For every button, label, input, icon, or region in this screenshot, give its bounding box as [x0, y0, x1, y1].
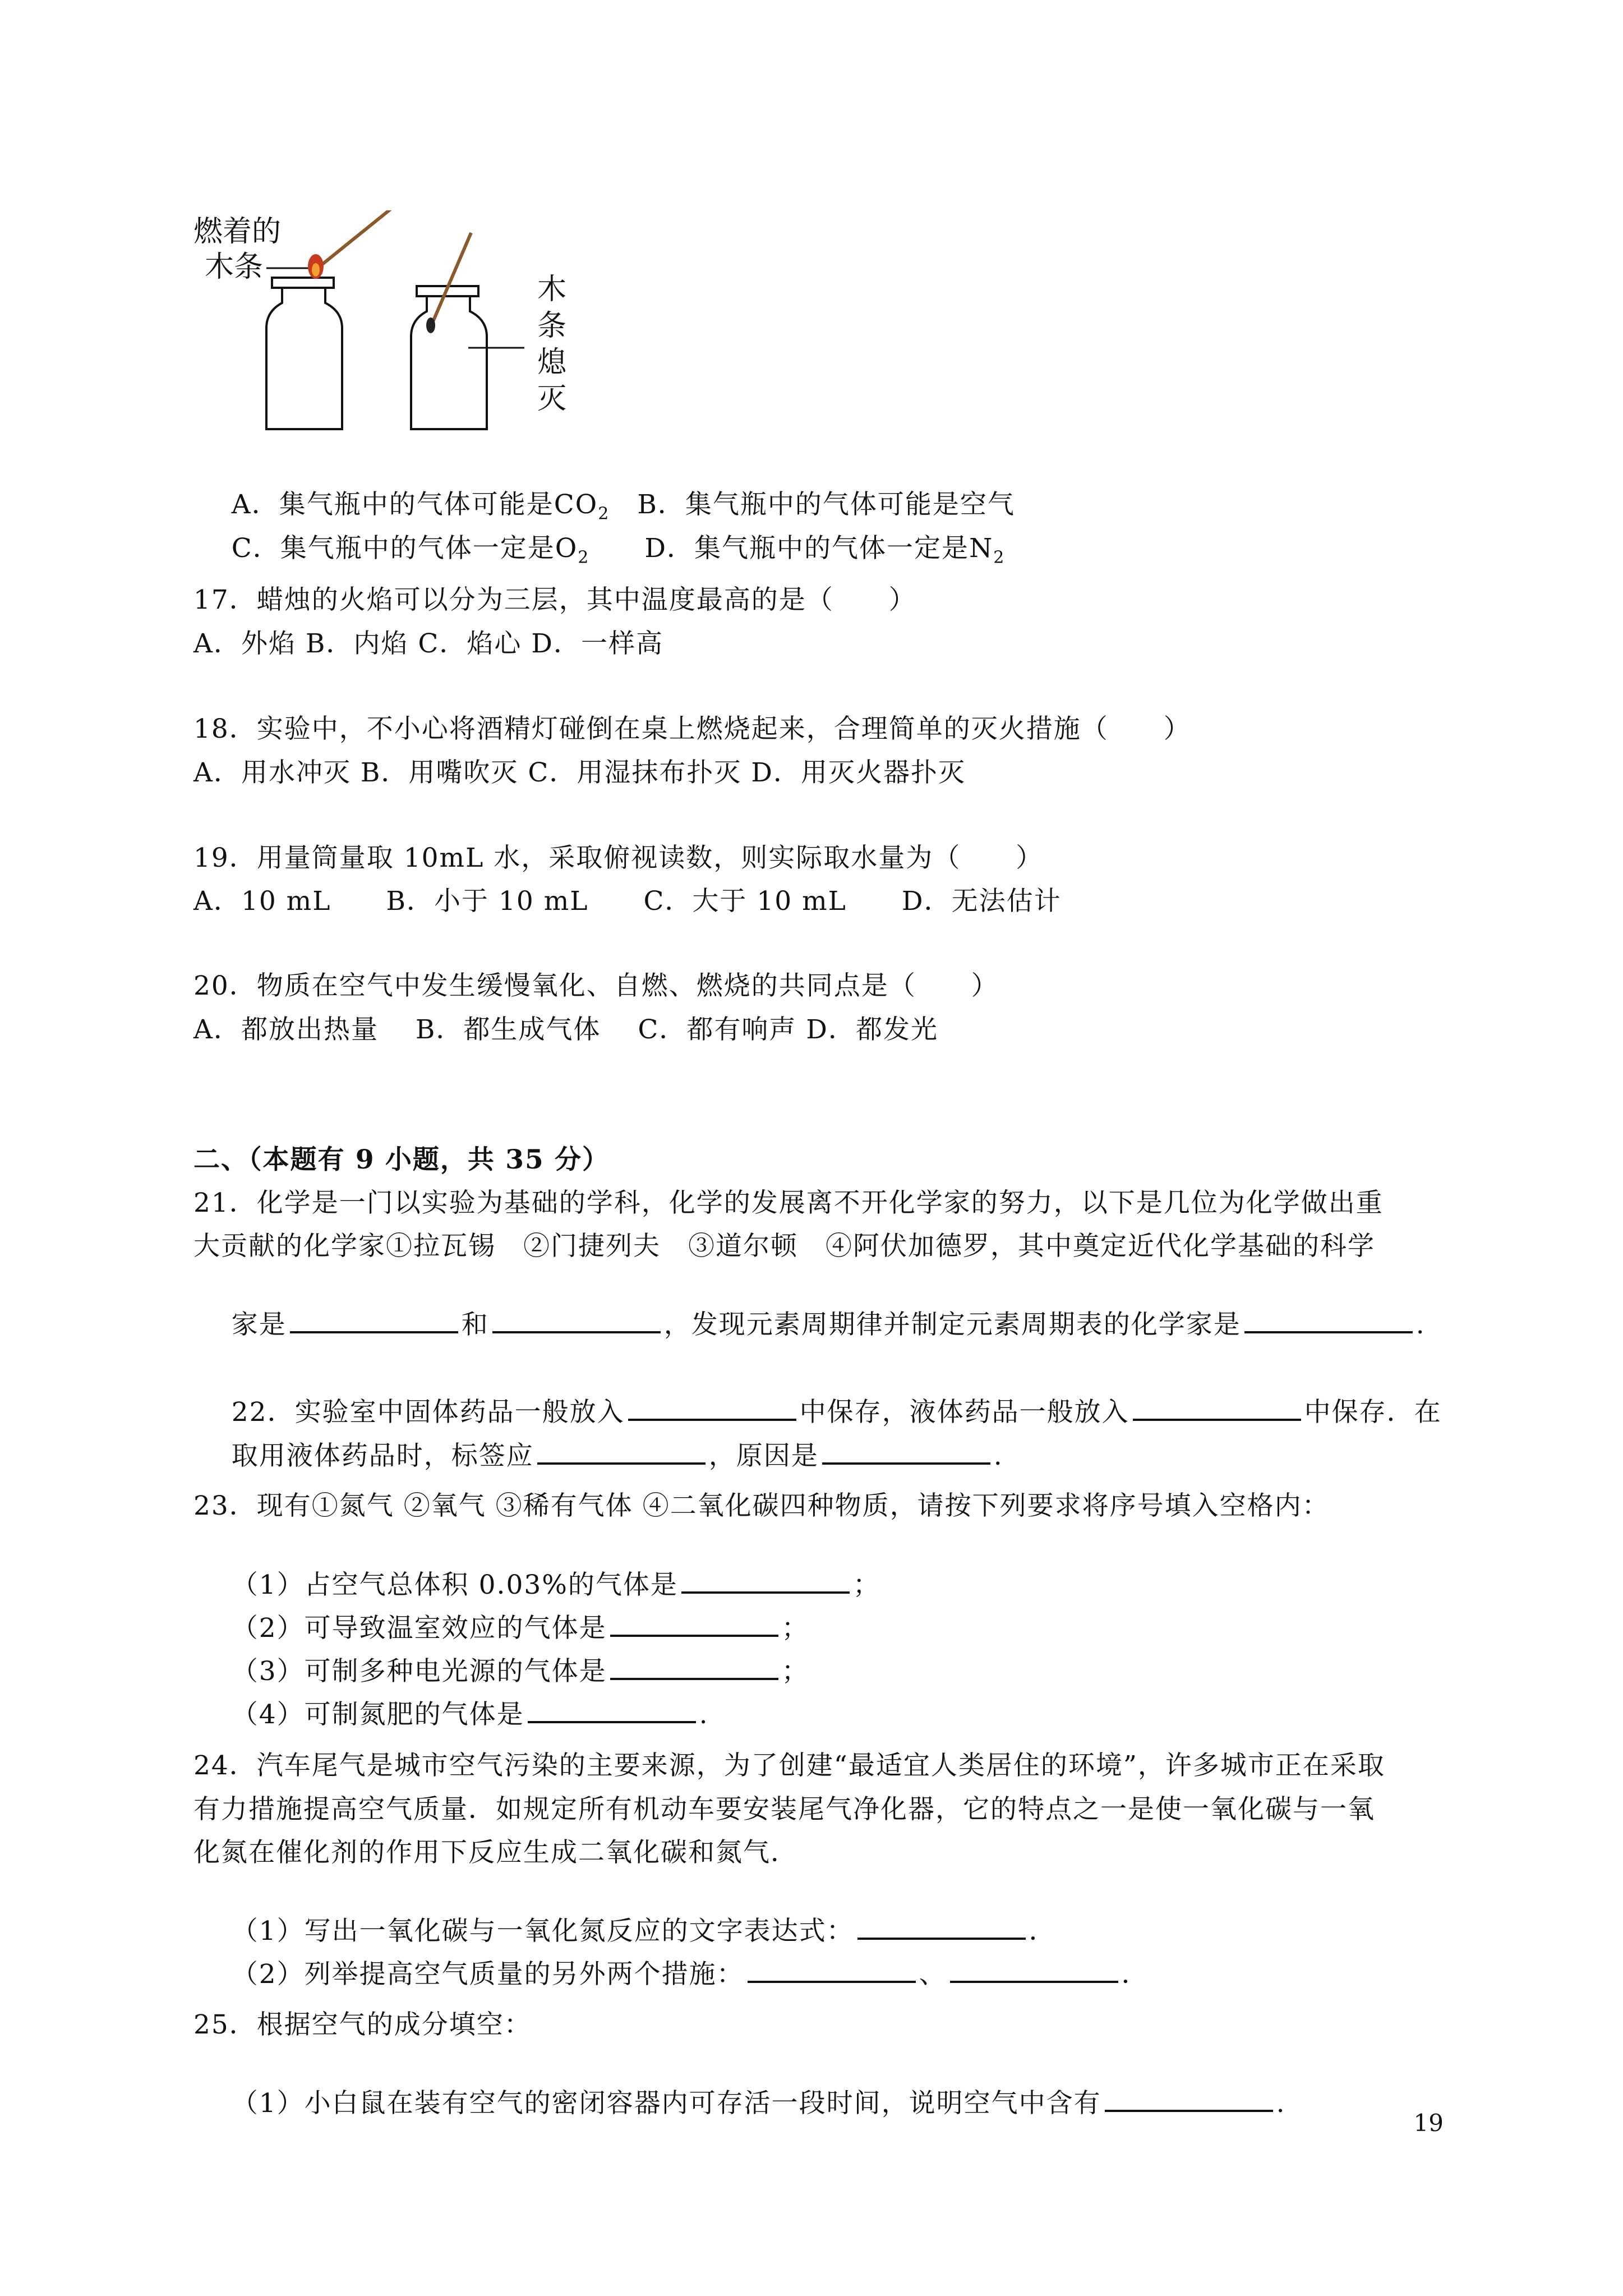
q21-blank-2[interactable] — [492, 1306, 661, 1333]
figure-label-lit-stick-2: 木条 — [205, 250, 264, 284]
q24-blank-2[interactable] — [748, 1956, 916, 1983]
q24-blank-3[interactable] — [950, 1956, 1118, 1983]
q24-part-2-text: （2）列举提高空气质量的另外两个措施： — [231, 1959, 744, 1990]
q25-part-1-text: （1）小白鼠在装有空气的密闭容器内可存活一段时间，说明空气中含有 — [231, 2088, 1101, 2119]
figure-label-lit-stick-1: 燃着的 — [193, 215, 282, 249]
q20-options: A．都放出热量 B．都生成气体 C．都有响声 D．都发光 — [193, 1014, 938, 1045]
q22-blank-3[interactable] — [537, 1438, 706, 1465]
q21-end: . — [1415, 1309, 1426, 1340]
q20-stem: 20．物质在空气中发生缓慢氧化、自燃、燃烧的共同点是（ ） — [193, 970, 999, 1001]
q16-option-a: A．集气瓶中的气体可能是 — [231, 489, 554, 520]
q23-stem: 23．现有①氮气 ②氧气 ③稀有气体 ④二氧化碳四种物质，请按下列要求将序号填入空格内： — [193, 1490, 1330, 1521]
q25-part-1 — [193, 2051, 1450, 2154]
q16-option-c-symbol: O — [555, 533, 578, 564]
page-number: 19 — [1413, 2109, 1444, 2137]
figure-label-extinguished-3: 熄 — [537, 346, 567, 379]
bottle-right — [411, 286, 487, 429]
q16-option-b: B．集气瓶中的气体可能是空气 — [637, 489, 1015, 520]
q22-blank-4[interactable] — [822, 1438, 990, 1465]
q16-option-c: C．集气瓶中的气体一定是 — [231, 533, 555, 564]
q21-text-b: 和 — [461, 1309, 489, 1340]
q22-text-d: 取用液体药品时，标签应 — [231, 1441, 534, 1471]
q16-option-d-subscript: 2 — [993, 547, 1006, 568]
q21-blank-1[interactable] — [290, 1306, 458, 1333]
q23-part-3-end: ； — [781, 1656, 809, 1687]
q24-line-3: 化氮在催化剂的作用下反应生成二氧化碳和氮气． — [193, 1837, 798, 1868]
figure-label-extinguished-1: 木 — [537, 273, 567, 306]
q17-stem: 17．蜡烛的火焰可以分为三层，其中温度最高的是（ ） — [193, 585, 916, 615]
q19-options: A．10 mL B．小于 10 mL C．大于 10 mL D．无法估计 — [193, 886, 1062, 917]
q23-part-2-text: （2）可导致温室效应的气体是 — [231, 1613, 607, 1644]
burning-stick-icon — [308, 210, 393, 279]
q24-line-1: 24．汽车尾气是城市空气污染的主要来源，为了创建“最适宜人类居住的环境”，许多城市正在采取 — [193, 1750, 1385, 1781]
q24-line-2: 有力措施提高空气质量．如规定所有机动车要安装尾气净化器，它的特点之一是使一氧化碳与一氧 — [193, 1794, 1375, 1825]
figure-label-extinguished-4: 灭 — [537, 382, 567, 416]
q24-part-1-text: （1）写出一氧化碳与一氧化氮反应的文字表达式： — [231, 1916, 854, 1947]
q23-part-3-text: （3）可制多种电光源的气体是 — [231, 1656, 607, 1687]
q16-option-d: D．集气瓶中的气体一定是 — [644, 533, 970, 564]
extinguished-stick-icon — [426, 233, 471, 333]
q24-part-2-mid: 、 — [919, 1959, 947, 1990]
q23-part-1-end: ； — [852, 1570, 880, 1600]
q18-options: A．用水冲灭 B．用嘴吹灭 C．用湿抹布扑灭 D．用灭火器扑灭 — [193, 757, 966, 788]
q21-text-a: 家是 — [231, 1309, 287, 1340]
q23-part-2-end: ； — [781, 1613, 809, 1644]
q16-option-c-subscript: 2 — [578, 547, 590, 568]
q16-option-d-symbol: N — [969, 533, 994, 564]
q18-stem: 18．实验中，不小心将酒精灯碰倒在桌上燃烧起来，合理简单的灭火措施（ ） — [193, 714, 1191, 744]
q21-blank-3[interactable] — [1244, 1306, 1413, 1333]
q17-options: A．外焰 B．内焰 C．焰心 D．一样高 — [193, 628, 663, 659]
figure-label-extinguished-2: 条 — [537, 309, 567, 343]
q19-stem: 19．用量筒量取 10mL 水，采取俯视读数，则实际取水量为（ ） — [193, 843, 1044, 873]
q16-option-a-symbol: CO — [554, 489, 598, 520]
q21-line-1: 21．化学是一门以实验为基础的学科，化学的发展离不开化学家的努力，以下是几位为化学做出重 — [193, 1188, 1384, 1218]
q23-part-1-text: （1）占空气总体积 0.03%的气体是 — [231, 1570, 678, 1600]
q22-text-a: 22．实验室中固体药品一般放入 — [231, 1397, 625, 1428]
q22-end: . — [993, 1441, 1003, 1471]
q21-text-c: ，发现元素周期律并制定元素周期表的化学家是 — [663, 1309, 1241, 1340]
q22-text-e: ，原因是 — [708, 1441, 819, 1471]
q23-part-4-text: （4）可制氮肥的气体是 — [231, 1699, 524, 1730]
gas-bottle-figure — [193, 210, 586, 446]
q23-part-4-end: . — [699, 1699, 709, 1730]
q24-part-1-end: ． — [1029, 1916, 1057, 1947]
q22-text-c: 中保存．在 — [1304, 1397, 1442, 1428]
q21-line-2: 大贡献的化学家①拉瓦锡 ②门捷列夫 ③道尔顿 ④阿伏加德罗，其中奠定近代化学基础的科学 — [193, 1231, 1375, 1262]
q25-part-1-end: . — [1276, 2088, 1286, 2119]
q23-blank-4[interactable] — [528, 1696, 696, 1723]
section-2-heading: 二、（本题有 9 小题，共 35 分） — [193, 1144, 610, 1175]
q25-stem: 25．根据空气的成分填空： — [193, 2009, 532, 2040]
q24-part-2-end: ． — [1121, 1959, 1149, 1990]
q16-option-a-subscript: 2 — [598, 504, 610, 524]
q25-blank-1[interactable] — [1105, 2085, 1273, 2112]
bottle-left — [266, 278, 342, 429]
q22-text-b: 中保存，液体药品一般放入 — [799, 1397, 1129, 1428]
